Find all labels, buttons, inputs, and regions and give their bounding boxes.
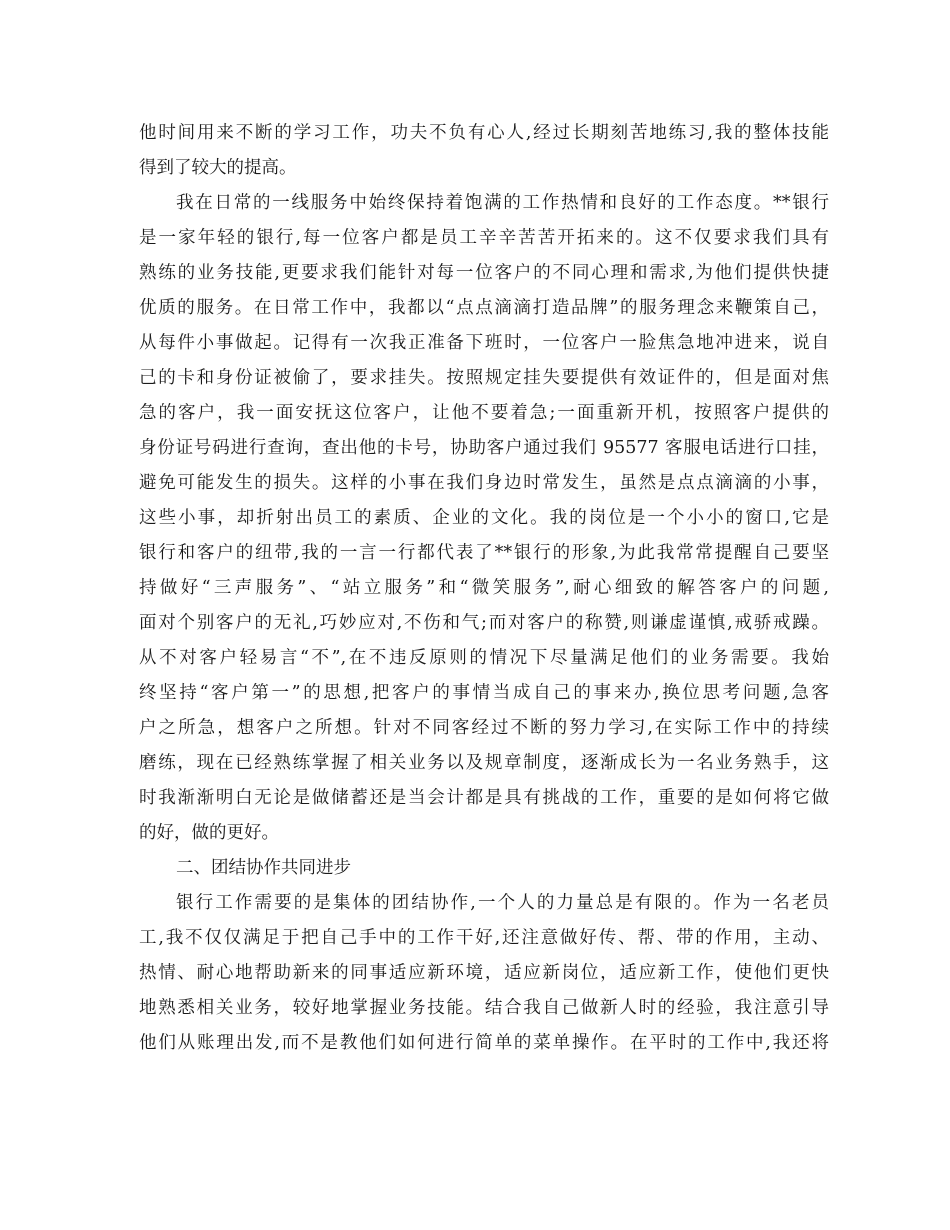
text-line: 急的客户，我一面安抚这位客户，让他不要着急;一面重新开机，按照客户提供的 — [139, 403, 829, 423]
text-line: 熟练的业务技能,更要求我们能针对每一位客户的不同心理和需求,为他们提供快捷 — [139, 263, 829, 283]
text-line: 他们从账理出发,而不是教他们如何进行简单的菜单操作。在平时的工作中,我还将 — [139, 1033, 829, 1053]
text-line: 磨练，现在已经熟练掌握了相关业务以及规章制度，逐渐成长为一名业务熟手，这 — [139, 753, 829, 773]
text-line: 银行和客户的纽带,我的一言一行都代表了**银行的形象,为此我常常提醒自己要坚 — [139, 543, 829, 563]
text-line: 从每件小事做起。记得有一次我正准备下班时，一位客户一脸焦急地冲进来，说自 — [139, 333, 829, 353]
text-line: 面对个别客户的无礼,巧妙应对,不伤和气;而对客户的称赞,则谦虚谨慎,戒骄戒躁。 — [139, 613, 829, 633]
text-line: 户之所急，想客户之所想。针对不同客经过不断的努力学习,在实际工作中的持续 — [139, 718, 829, 738]
text-line: 是一家年轻的银行,每一位客户都是员工辛辛苦苦开拓来的。这不仅要求我们具有 — [139, 228, 829, 248]
text-line: 这些小事，却折射出员工的素质、企业的文化。我的岗位是一个小小的窗口,它是 — [139, 508, 829, 528]
text-line: 他时间用来不断的学习工作，功夫不负有心人,经过长期刻苦地练习,我的整体技能 — [139, 123, 829, 143]
paragraph-start-line: 我在日常的一线服务中始终保持着饱满的工作热情和良好的工作态度。**银行 — [176, 193, 829, 213]
section-heading: 二、团结协作共同进步 — [176, 858, 351, 878]
text-line: 己的卡和身份证被偷了，要求挂失。按照规定挂失要提供有效证件的，但是面对焦 — [139, 368, 829, 388]
text-line: 持做好“三声服务”、“站立服务”和“微笑服务”,耐心细致的解答客户的问题, — [139, 578, 829, 598]
text-line: 热情、耐心地帮助新来的同事适应新环境，适应新岗位，适应新工作，使他们更快 — [139, 963, 829, 983]
paragraph-start-line: 银行工作需要的是集体的团结协作,一个人的力量总是有限的。作为一名老员 — [176, 893, 829, 913]
text-line: 优质的服务。在日常工作中，我都以“点点滴滴打造品牌”的服务理念来鞭策自己， — [139, 298, 829, 318]
text-line: 地熟悉相关业务，较好地掌握业务技能。结合我自己做新人时的经验，我注意引导 — [139, 998, 829, 1018]
text-line: 身份证号码进行查询，查出他的卡号，协助客户通过我们 95577 客服电话进行口挂， — [139, 438, 829, 458]
text-line: 避免可能发生的损失。这样的小事在我们身边时常发生，虽然是点点滴滴的小事， — [139, 473, 829, 493]
text-line: 终坚持“客户第一”的思想,把客户的事情当成自己的事来办,换位思考问题,急客 — [139, 683, 829, 703]
text-line: 工,我不仅仅满足于把自己手中的工作干好,还注意做好传、帮、带的作用，主动、 — [139, 928, 829, 948]
text-line: 从不对客户轻易言“不”,在不违反原则的情况下尽量满足他们的业务需要。我始 — [139, 648, 829, 668]
text-line: 的好，做的更好。 — [139, 823, 279, 843]
text-line: 得到了较大的提高。 — [139, 158, 297, 178]
text-line: 时我渐渐明白无论是做储蓄还是当会计都是具有挑战的工作，重要的是如何将它做 — [139, 788, 829, 808]
